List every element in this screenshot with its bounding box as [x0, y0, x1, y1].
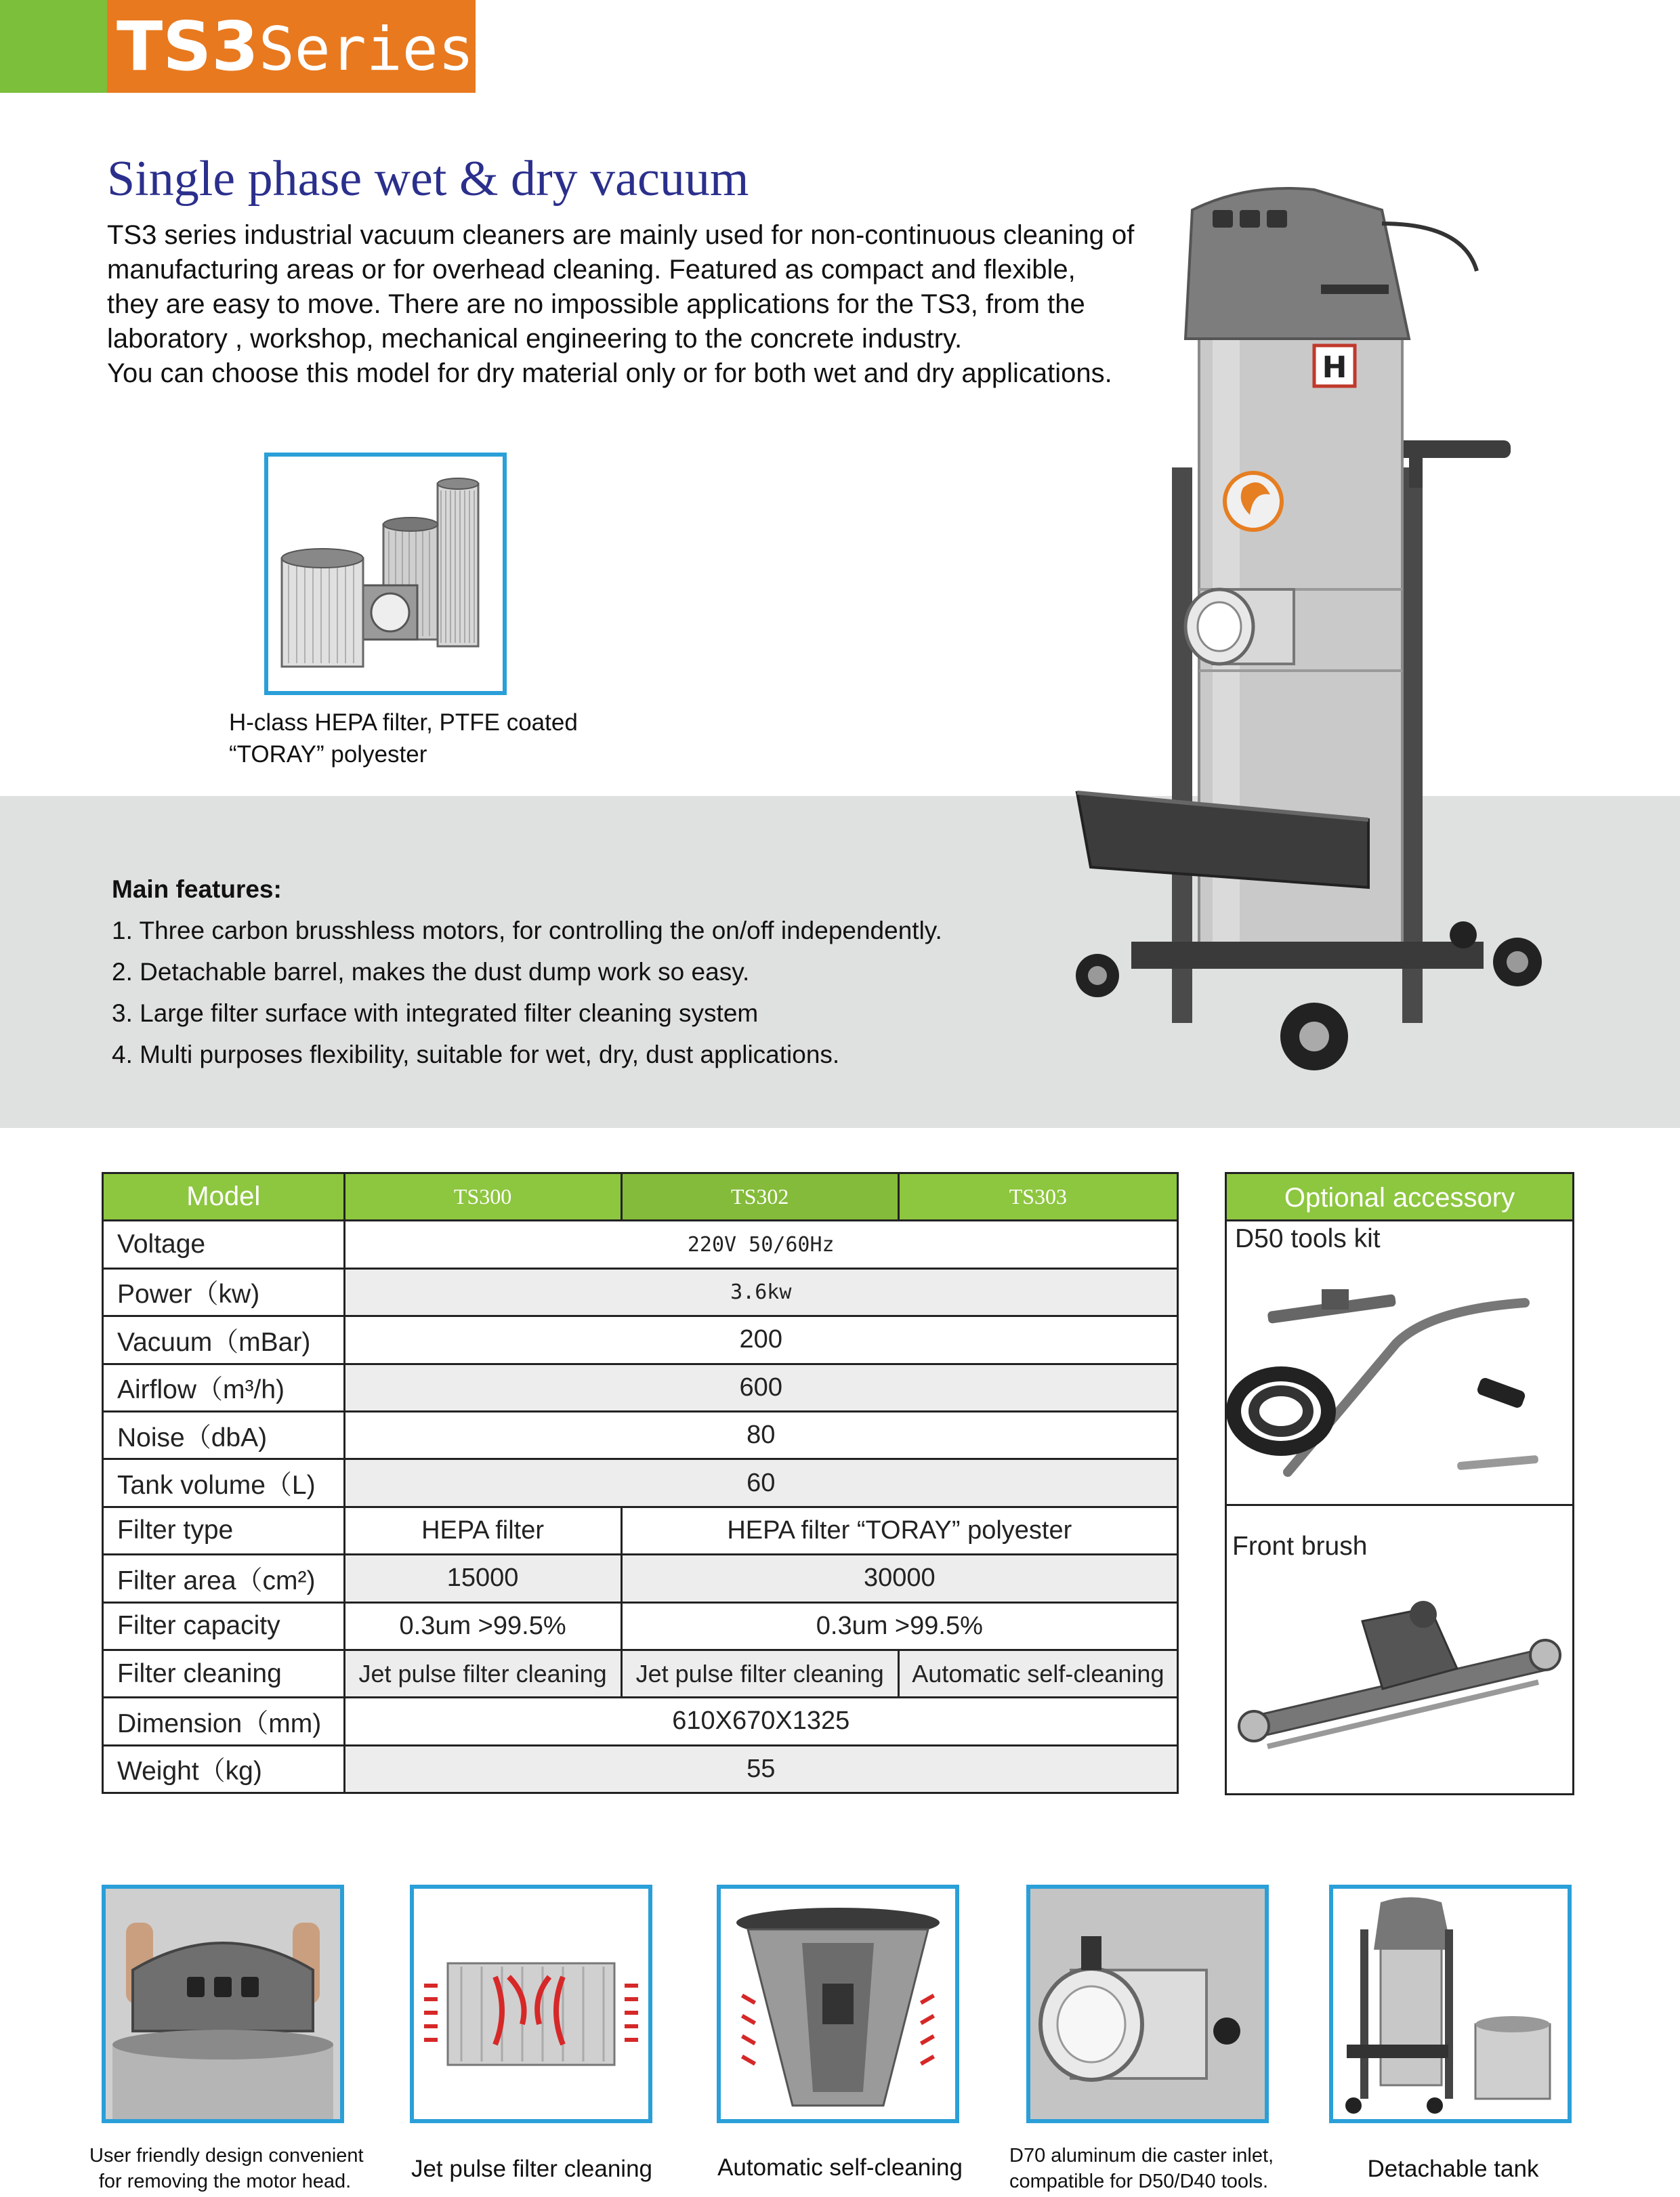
thumb-self-cleaning: [717, 1885, 959, 2123]
detachable-tank-icon: [1333, 1889, 1568, 2119]
header-ts302: TS302: [621, 1173, 898, 1221]
row-value: 600: [344, 1364, 1177, 1411]
filter-cartridges-icon: [268, 457, 503, 691]
thumb-caption: [1314, 2156, 1592, 2183]
row-value: Jet pulse filter cleaning: [344, 1650, 621, 1697]
accessory-front-brush-label: Front brush: [1232, 1532, 1368, 1561]
accessory-d50-label: D50 tools kit: [1235, 1224, 1381, 1253]
jet-pulse-icon: [414, 1889, 648, 2119]
row-label: Vacuum（mBar): [103, 1316, 345, 1364]
caption-line: D70 aluminum die caster inlet,: [1009, 2145, 1274, 2167]
hepa-filter-caption: [229, 707, 578, 770]
table-row: [103, 1221, 1178, 1268]
row-value: 0.3um >99.5%: [621, 1602, 1177, 1650]
table-row: [103, 1602, 1178, 1650]
header-ts303: TS303: [898, 1173, 1177, 1221]
caption-line: Detachable tank: [1367, 2156, 1539, 2182]
table-header-row: [103, 1173, 1178, 1221]
caption-line: Automatic self-cleaning: [717, 2154, 963, 2181]
row-label: Tank volume（L): [103, 1459, 345, 1507]
inlet-icon: [1030, 1889, 1265, 2119]
header-model: Model: [103, 1173, 345, 1221]
spec-table: [102, 1172, 1179, 1794]
row-label: Filter cleaning: [103, 1650, 345, 1697]
motor-head-icon: [106, 1889, 340, 2119]
row-value: Jet pulse filter cleaning: [621, 1650, 898, 1697]
front-brush-icon: [1227, 1567, 1572, 1784]
table-row: [103, 1507, 1178, 1554]
caption-line: “TORAY” polyester: [229, 741, 427, 768]
feature-item: 2. Detachable barrel, makes the dust dump work so easy.: [112, 958, 750, 986]
row-value: 3.6kw: [344, 1268, 1177, 1316]
row-label: Filter capacity: [103, 1602, 345, 1650]
optional-accessory-panel: [1225, 1172, 1574, 1795]
vacuum-h-label: H: [1322, 350, 1347, 385]
row-label: Airflow（m³/h): [103, 1364, 345, 1411]
series-title: [117, 9, 474, 84]
row-value: 200: [344, 1316, 1177, 1364]
intro-line: You can choose this model for dry material only or for both wet and dry applications.: [107, 358, 1112, 388]
table-row: [103, 1459, 1178, 1507]
row-label: Weight（kg): [103, 1745, 345, 1793]
thumb-detachable-tank: [1329, 1885, 1572, 2123]
row-label: Dimension（mm): [103, 1698, 345, 1745]
table-row: [103, 1650, 1178, 1697]
caption-line: User friendly design convenient: [89, 2145, 364, 2167]
intro-paragraph: [107, 218, 1164, 391]
main-features: [112, 869, 942, 1075]
table-row: [103, 1555, 1178, 1602]
page-subtitle: Single phase wet & dry vacuum: [107, 151, 749, 207]
row-value: 30000: [621, 1555, 1177, 1602]
row-value: 220V 50/60Hz: [344, 1221, 1177, 1268]
row-label: Filter type: [103, 1507, 345, 1554]
caption-line: H-class HEPA filter, PTFE coated: [229, 709, 578, 736]
caption-line: for removing the motor head.: [98, 2171, 352, 2192]
row-value: 80: [344, 1411, 1177, 1459]
row-label: Power（kw): [103, 1268, 345, 1316]
row-value: 15000: [344, 1555, 621, 1602]
header-green-block: [0, 0, 107, 93]
accessory-title: Optional accessory: [1227, 1174, 1572, 1221]
vacuum-cleaner-illustration: [1043, 183, 1572, 1084]
row-value: 610X670X1325: [344, 1698, 1177, 1745]
row-value: 60: [344, 1459, 1177, 1507]
tools-kit-icon: [1227, 1255, 1572, 1499]
table-row: [103, 1745, 1178, 1793]
intro-line: TS3 series industrial vacuum cleaners are mainly used for non-continuous cleaning of: [107, 220, 1135, 250]
thumb-jet-pulse: [410, 1885, 652, 2123]
row-label: Noise（dbA): [103, 1411, 345, 1459]
feature-item: 4. Multi purposes flexibility, suitable for wet, dry, dust applications.: [112, 1041, 840, 1068]
row-label: Voltage: [103, 1221, 345, 1268]
self-cleaning-icon: [721, 1889, 955, 2119]
thumb-caption: [393, 2156, 671, 2183]
thumb-motor-head: [102, 1885, 344, 2123]
caption-line: Jet pulse filter cleaning: [411, 2156, 653, 2182]
hepa-filter-image: [264, 453, 507, 695]
series-title-bold: TS3: [117, 7, 259, 86]
table-row: [103, 1411, 1178, 1459]
accessory-divider: [1227, 1504, 1572, 1506]
thumb-caption: [1009, 2143, 1294, 2194]
row-label: Filter area（cm²): [103, 1555, 345, 1602]
feature-item: 3. Large filter surface with integrated filter cleaning system: [112, 999, 759, 1027]
row-value: 0.3um >99.5%: [344, 1602, 621, 1650]
row-value: 55: [344, 1745, 1177, 1793]
series-title-light: Series: [258, 14, 474, 84]
table-row: [103, 1316, 1178, 1364]
row-value: HEPA filter “TORAY” polyester: [621, 1507, 1177, 1554]
row-value: HEPA filter: [344, 1507, 621, 1554]
table-row: [103, 1364, 1178, 1411]
intro-line: manufacturing areas or for overhead cleaning. Featured as compact and flexible,: [107, 255, 1076, 285]
thumb-caption: [89, 2143, 364, 2194]
thumb-caption: [701, 2154, 979, 2181]
table-row: [103, 1268, 1178, 1316]
caption-line: compatible for D50/D40 tools.: [1009, 2171, 1269, 2192]
row-value: Automatic self-cleaning: [898, 1650, 1177, 1697]
intro-line: laboratory , workshop, mechanical engineering to the concrete industry.: [107, 324, 963, 354]
header-ts300: TS300: [344, 1173, 621, 1221]
features-title: Main features:: [112, 875, 282, 903]
feature-item: 1. Three carbon brusshless motors, for controlling the on/off independently.: [112, 917, 942, 944]
thumb-d70-inlet: [1026, 1885, 1269, 2123]
table-row: [103, 1698, 1178, 1745]
intro-line: they are easy to move. There are no impossible applications for the TS3, from the: [107, 289, 1085, 319]
